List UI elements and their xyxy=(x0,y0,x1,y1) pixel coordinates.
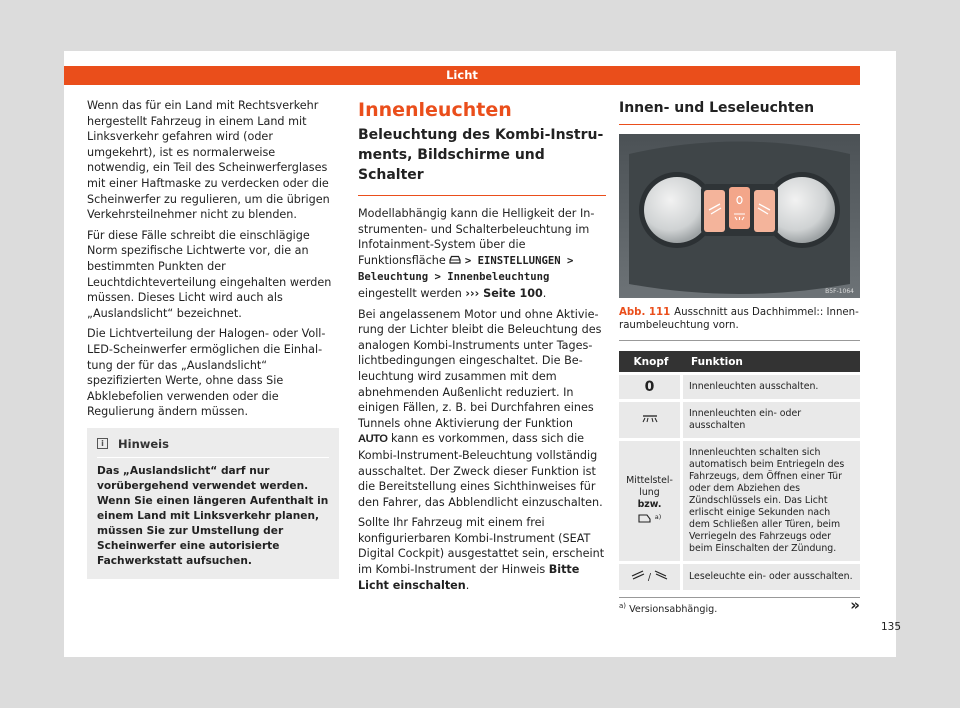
table-row: Mittelstellung bzw. $^{a)}$ Innenleuchten schalten sich automatisch beim Entriegeln des Fahrzeugs, dem Öffnen einer Tür oder dem Abziehen des Zündschlüssels ein. Das Licht erlischt einige Sekunden nach dem Schließen aller Türen, beim Verriegeln des Fahrzeugs oder beim Einschalten der Zündung. xyxy=(619,441,860,561)
footnote: $^{a)}$ Versionsabhängig. » xyxy=(619,596,860,616)
section-title: Innenleuchten xyxy=(358,99,512,121)
menu-path: > EINSTELLUNGEN > Beleuchtung > Innenbeleuchtung xyxy=(358,254,574,284)
paragraph: Wenn das für ein Land mit Rechtsverkehr hergestellt Fahrzeug in einem Land mit Linksverkehr gefahren wird (oder umgekehrt), ist es normalerweise notwendig, ein Teil des Scheinwerferglases mit einer Haftmaske zu verdecken oder die Scheinwerfer zu regulieren, um die übrigen Verkehrsteilnehmer nicht zu blenden. xyxy=(87,99,330,222)
paragraph: Bei angelassenem Motor und ohne Aktivierung der Lichter bleibt die Beleuchtung des analogen Kombi-Instruments unter Tageslichtbedingungen eingeschaltet. Die Beleuchtung wird zusammen mit dem abnehmenden Außenlicht reduziert. In einigen Fällen, z. B. bei Durchfahren eines Tunnels ohne Aktivierung der Funktion AUTO kann es vorkommen, dass sich die Kombi-Instrument-Beleuchtung vollständig ausschaltet. Der Zweck dieser Funktion ist die Bereitstellung eines Sichthinweises für den Fahrer, das Abblendlicht einzuschalten. xyxy=(358,307,603,509)
hint-header xyxy=(97,437,329,458)
column-middle xyxy=(358,98,606,598)
column-left xyxy=(87,98,339,579)
table-row: / Leseleuchte ein- oder ausschalten. xyxy=(619,564,860,590)
button-middle xyxy=(729,187,750,229)
hint-box xyxy=(87,428,339,579)
roof-console-illustration xyxy=(619,134,860,298)
continued-marker: » xyxy=(850,596,860,614)
figure-roof-console xyxy=(619,134,860,298)
zero-button-label: 0 xyxy=(644,379,655,395)
button-right xyxy=(754,190,775,232)
table-row xyxy=(619,375,860,399)
reading-light-left-icon xyxy=(631,572,648,583)
section-title: Innen- und Leseleuchten xyxy=(619,98,860,125)
manual-page xyxy=(64,51,902,657)
auto-light-icon: AUTO xyxy=(358,433,388,446)
table-row xyxy=(619,402,860,438)
reading-light-right-icon xyxy=(654,572,668,583)
paragraph: Modellabhängig kann die Helligkeit der Instrumenten- und Schalterbeleuchtung im Infotainment-System über die Funktionsfläche > EINSTELLUNGEN > Beleuchtung > Innenbeleuchtung eingestellt werden ››› Seite 100. xyxy=(358,207,595,300)
figure-caption: Abb. 111 Ausschnitt aus Dachhimmel:: Innenraumbeleuchtung vorn. xyxy=(619,306,860,341)
section-header: Licht xyxy=(64,66,860,85)
paragraph: Die Lichtverteilung der Halogen- oder Voll-LED-Scheinwerfer ermöglichen die Einhaltung der für das „Auslandslicht“ spezifizierten Werte, ohne dass Sie Abklebefolien verwenden oder die Regulierung ändern müssen. xyxy=(87,327,326,419)
table-cell: Innenleuchten ausschalten. xyxy=(683,375,860,399)
hint-text: Das „Auslandslicht“ darf nur vorübergehend verwendet werden. Wenn Sie einen längeren Aufenthalt in einem Land mit Linksverkehr planen, müssen Sie zur Umstellung der Scheinwerfer eine autorisierte Fachwerkstatt aufsuchen. xyxy=(97,464,329,567)
column-right xyxy=(619,98,860,615)
paragraph: Für diese Fälle schreibt die einschlägige Norm spezifische Lichtwerte vor, die an bestimmten Punkten der Leuchtdichteverteilung eingehalten werden müssen. Dieses Licht wird auch als „Auslandslicht“ bezeichnet. xyxy=(87,228,332,320)
hint-title: Hinweis xyxy=(118,436,169,451)
info-icon: i xyxy=(97,438,108,449)
figure-code: B5F-1064 xyxy=(825,288,854,295)
table-cell: Innenleuchten ein- oder ausschalten xyxy=(683,402,860,438)
paragraph: Sollte Ihr Fahrzeug mit einem frei konfigurierbaren Kombi-Instrument (SEAT Digital Cockpit) ausgestattet sein, erscheint im Kombi-Instrument der Hinweis Bitte Licht einschalten. xyxy=(358,516,605,592)
page-reference-link[interactable]: ››› Seite 100 xyxy=(465,286,543,300)
subsection-title: Beleuchtung des Kombi-Instruments, Bildschirme und Schalter xyxy=(358,125,606,196)
table-cell: Innenleuchten schalten sich automatisch beim Entriegeln des Fahrzeugs, dem Öffnen einer Tür oder dem Abziehen des Zündschlüssels ein. Das Licht erlischt einige Sekunden nach dem Schließen aller Türen, beim Verriegeln des Fahrzeugs oder beim Einschalten der Zündung. xyxy=(683,441,860,561)
car-menu-icon xyxy=(449,254,465,267)
button-left xyxy=(704,190,725,232)
table-header-knopf: Knopf xyxy=(619,351,683,372)
table-header-funktion: Funktion xyxy=(683,351,860,372)
function-table xyxy=(619,348,860,593)
interior-light-icon xyxy=(641,415,659,426)
table-cell: Leseleuchte ein- oder ausschalten. xyxy=(683,564,860,590)
page-number: 135 xyxy=(881,621,902,633)
door-contact-icon xyxy=(638,515,655,526)
